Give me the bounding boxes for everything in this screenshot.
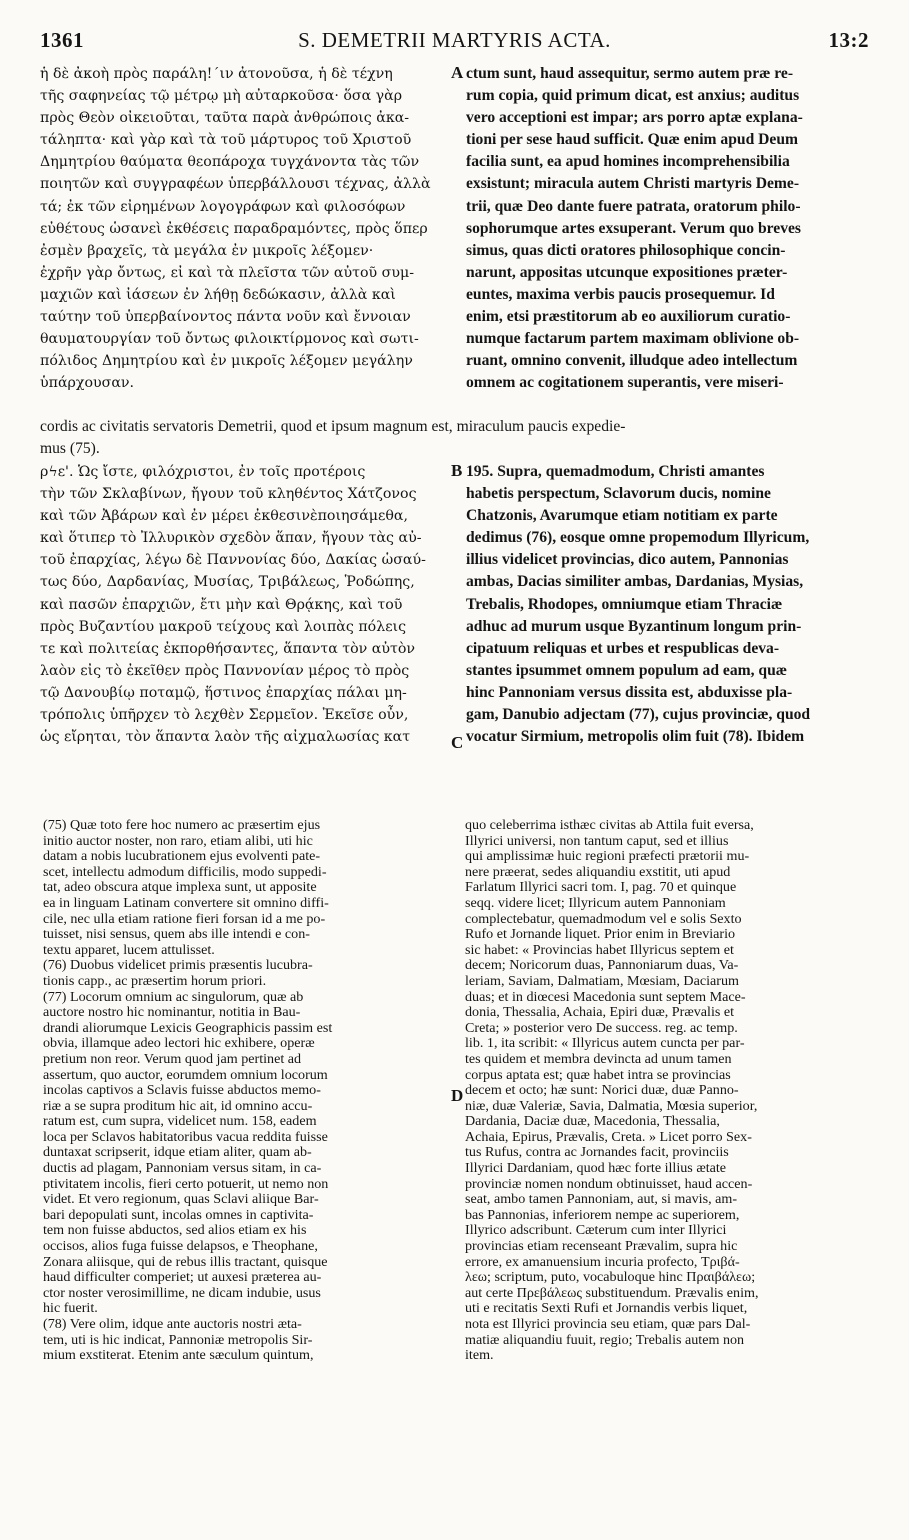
text-line: provinciæ nomen nondum obtinuisset, haud accen- (465, 1176, 753, 1192)
text-line: rum copia, quid primum dicat, est anxius; auditus (466, 87, 800, 105)
margin-marker-b: B (451, 461, 463, 480)
text-line: ταύτην τοῦ ὑπερβαίνοντος πάντα νοῦν καὶ ἔννοιαν (40, 309, 411, 326)
text-line: complectebatur, quemadmodum vel e solis Sexto (465, 911, 742, 927)
text-line: Dardania, Daciæ duæ, Macedonia, Thessalia, (465, 1114, 720, 1130)
text-line: 195. Supra, quemadmodum, Christi amantes (466, 463, 765, 480)
text-line: decem et octo; hæ sunt: Norici duæ, duæ Panno- (465, 1083, 739, 1099)
text-line: omnem ac cogitationem superantis, vere miseri- (466, 374, 784, 392)
text-line: tes quidem et membra devincta ad unum tamen (465, 1051, 732, 1067)
text-line: donia, Thessalia, Achaia, Epiri duæ, Prævalis et (465, 1005, 735, 1021)
text-line: gam, Danubio adjectam (77), cujus provinciæ, quod (466, 706, 811, 724)
text-line: euntes, maxima verbis paucis prosequemur. Id (466, 285, 775, 303)
text-line: incolas captivos a Sclavis fuisse abductos memo- (43, 1083, 321, 1099)
text-line: cipatuum reliquas et urbes et respublicas deva- (466, 639, 780, 657)
text-line: nota est Illyrici provincia seu etiam, quæ pars Dal- (465, 1317, 751, 1332)
text-line: scet, intellectu admodum difficilis, modo suppedi- (43, 864, 327, 880)
text-line: Achaia, Epirus, Prævalis, Creta. » Licet porro Sex- (465, 1129, 752, 1145)
text-line: drandi aliorumque Lexicis Geographicis passim est (43, 1020, 333, 1036)
text-line: mium exstiterat. Etenim ante sæculum quintum, (43, 1348, 314, 1364)
text-line: corpus aptata est; quæ habet intra se provincias (465, 1067, 731, 1083)
text-line: ductis ad plagam, Pannoniam versus sitam, in ca- (43, 1161, 322, 1177)
text-line: (78) Vere olim, idque ante auctoris nostri æta- (43, 1317, 302, 1332)
text-line: (76) Duobus videlicet primis præsentis lucubra- (43, 958, 313, 974)
greek-text-column-top (40, 63, 448, 394)
text-line: (77) Locorum omnium ac singulorum, quæ ab (43, 989, 304, 1005)
text-line: stantes ipsummet omnem populum ad eam, quæ (466, 661, 788, 679)
text-line: τάληπτα· καὶ γὰρ καὶ τὰ τοῦ μάρτυρος τοῦ Χριστοῦ (40, 132, 412, 149)
text-line: (75) Quæ toto fere hoc numero ac præsertim ejus (43, 818, 321, 833)
text-line: θαυματουργίαν τοῦ ὄντως φιλοικτίρμονος καὶ σωτι- (40, 331, 419, 348)
text-line: datam a nobis lucubrationem ejus evolventi pate- (43, 849, 321, 865)
text-line: pretium non reor. Verum quod jam pertinet ad (43, 1051, 302, 1067)
text-line: ea in linguam Latinam convertere sit omnino diffi- (43, 895, 329, 911)
text-line: uti e recitatis Sexti Rufi et Jornandis verbis liquet, (465, 1301, 748, 1317)
text-line: καὶ ὅτιπερ τὸ Ἰλλυρικὸν σχεδὸν ἅπαν, ἤγουν τὰς αὐ- (40, 530, 422, 547)
text-line: τά; ἐκ τῶν εἰρημένων λογογράφων καὶ φιλοσόφων (40, 198, 406, 215)
text-line: duas; et in diœcesi Macedonia sunt septem Mace- (465, 989, 746, 1005)
text-line: ἐσμὲν βραχεῖς, τὰ μεγάλα ἐν μικροῖς λέξομεν· (40, 242, 374, 259)
text-line: item. (465, 1348, 494, 1364)
text-line: tem non fuisse abductos, sed alios etiam ex his (43, 1223, 307, 1239)
text-line: Chatzonis, Avarumque etiam notitiam ex parte (466, 507, 778, 525)
text-line: Illyrico adscribunt. Cæterum cum inter Illyrici (465, 1223, 727, 1239)
margin-marker-c: C (451, 733, 464, 752)
text-line: ρϟε'. Ὡς ἴστε, φιλόχριστοι, ἐν τοῖς προτέροις (40, 464, 366, 480)
full-width-text (40, 416, 872, 460)
text-line: riæ a se supra proditum hic ait, id omnino accu- (43, 1098, 313, 1114)
text-line: textu apparet, lucem attulisset. (43, 942, 215, 958)
text-line: Illyrici Dardaniam, quod hæc forte illius ætate (465, 1161, 727, 1177)
text-line: ὑπάρχουσαν. (40, 375, 135, 392)
text-line: ptivitatem incolis, fieri certo potuerit, ut nemo non (43, 1176, 329, 1192)
text-line: hinc Pannoniam versus dissita est, abduxisse pla- (466, 683, 793, 701)
text-line: πρὸς Θεὸν οἰκειοῦται, ταῦτα παρὰ ἀνθρώποις ἀκα- (40, 110, 410, 127)
text-line: τε καὶ πολιτείας ἐκπορθήσαντες, ἅπαντα τὸν αὐτὸν (40, 640, 416, 657)
text-line: narunt, appositas utcunque expositiones præter- (466, 263, 788, 281)
text-line: habetis perspectum, Sclavorum ducis, nomine (466, 485, 771, 503)
text-line: vocatur Sirmium, metropolis olim fuit (78). Ibidem (466, 728, 805, 746)
text-line: Illyrici universi, non tantum caput, sed et illius (465, 833, 729, 849)
text-line: trii, quæ Deo dante fuere patrata, oratorum philo- (466, 197, 801, 215)
text-line: ctum sunt, haud assequitur, sermo autem præ re- (466, 65, 794, 82)
running-title: S. DEMETRII MARTYRIS ACTA. (298, 28, 611, 52)
text-line: καὶ πασῶν ἐπαρχιῶν, ἔτι μὴν καὶ Θρᾴκης, καὶ τοῦ (40, 596, 403, 613)
text-line: καὶ τῶν Ἀβάρων καὶ ἐν μέρει ἐκθεσινὲποιησάμεθα, (40, 508, 409, 525)
text-line: provincias etiam recenseant Prævalim, supra hic (465, 1239, 738, 1255)
text-line: exsistunt; miracula autem Christi martyris Deme- (466, 175, 800, 193)
text-line: tat, adeo obscura atque implexa sunt, ut apposite (43, 880, 317, 896)
text-line: vero acceptioni est impar; ars porro aptæ explana- (466, 109, 803, 127)
text-line: Δημητρίου θαύματα θεοπάροχα τυγχάνοντα τὰς τῶν (40, 154, 420, 171)
text-line: τοῦ ἐπαρχίας, λέγω δὲ Παννονίας δύο, Δακίας ὡσαύ- (40, 552, 426, 569)
text-line: initio auctor noster, non raro, etiam alibi, uti hic (43, 833, 313, 849)
text-line: assertum, quo auctor, eorumdem omnium locorum (43, 1067, 328, 1083)
text-line: Zonara aliisque, qui de rebus illis tractant, quisque (43, 1254, 328, 1270)
margin-marker-d: D (451, 1086, 464, 1105)
text-line: decem; Noricorum duas, Pannoniarum duas, Va- (465, 958, 739, 974)
text-line: loca per Sclavos habitatoribus vacua reddita fuisse (43, 1129, 328, 1145)
text-line: duntaxat scripserit, idque etiam aliter, quam ab- (43, 1145, 312, 1161)
greek-text-column-mid (40, 461, 448, 748)
text-line: qui amplissimæ huic regioni præfecti prætorii mu- (465, 849, 750, 865)
text-line: errore, ex amanuensium incuria profecto, Τριβά- (465, 1254, 740, 1270)
page-header (40, 28, 869, 58)
text-line: hic fuerit. (43, 1301, 98, 1317)
text-line: adhuc ad murum usque Byzantinum longum prin- (466, 617, 802, 635)
page-number-right: 13:2 (828, 28, 869, 52)
text-line: Creta; » posterior vero De success. reg. ac temp. (465, 1020, 738, 1036)
text-line: mus (75). (40, 440, 100, 457)
text-line: ἐχρῆν γὰρ ὄντως, εἰ καὶ τὰ πλεῖστα τῶν αὐτοῦ συμ- (40, 264, 414, 281)
text-line: matiæ aliquandiu fuuit, regio; Trebalis autem non (465, 1332, 745, 1348)
text-line: niæ, duæ Valeriæ, Savia, Dalmatia, Mœsia superior, (465, 1098, 758, 1114)
text-line: haud difficulter comperiet; ut auxesi præterea au- (43, 1270, 322, 1286)
text-line: tioni per sese haud sufficit. Quæ enim apud Deum (466, 131, 798, 149)
text-line: dedimus (76), eosque omne propemodum Illyricum, (466, 529, 810, 547)
text-line: lib. 1, ita scribit: « Illyricus autem cuncta per par- (465, 1036, 745, 1052)
text-line: sic habet: « Provincias habet Illyricus septem et (465, 942, 734, 958)
text-line: Farlatum Illyrici sacri tom. I, pag. 70 et quinque (465, 880, 737, 896)
text-line: seat, ambo tamen Pannoniam, aut, si mavis, am- (465, 1192, 738, 1208)
text-line: illius videlicet provincias, dico autem, Pannonias (466, 551, 789, 569)
text-line: tem, uti is hic indicat, Pannoniæ metropolis Sir- (43, 1332, 313, 1348)
text-line: ctor noster verosimillime, ne dicam indubie, usus (43, 1285, 321, 1301)
margin-marker-a: A (451, 63, 464, 82)
text-line: ambas, Dacias similiter ambas, Dardanias, Mysias, (466, 573, 804, 591)
text-line: τῆς σαφηνείας τῷ μέτρῳ μὴ αὐταρκοῦσα· ὅσα γὰρ (40, 88, 403, 105)
latin-text-column-top (466, 63, 872, 394)
text-line: bas Pannonias, inferiorem nempe ac superiorem, (465, 1207, 740, 1223)
text-line: nere præerat, sedes aliquandiu exstitit, uti apud (465, 864, 731, 880)
text-line: ruant, omnino convenit, illudque adeo intellectum (466, 352, 798, 370)
text-line: simus, quas dicti oratores philosophique concin- (466, 241, 786, 259)
text-line: τῷ Δανουβίῳ ποταμῷ, ἥστινος ἐπαρχίας πάλαι μη- (40, 684, 407, 701)
text-line: ὡς εἴρηται, τὸν ἅπαντα λαὸν τῆς αἰχμαλωσίας κατ (40, 729, 411, 746)
text-line: ἡ δὲ ἀκοὴ πρὸς παράλη!΄ιν ἀτονοῦσα, ἡ δὲ τέχνη (40, 66, 393, 82)
text-line: videt. Et vero regionum, quas Sclavi aliique Bar- (43, 1192, 319, 1208)
text-line: εὐθέτους ὡσανεὶ ἐκθέσεις παραδραμόντες, πρὸς ὅπερ (40, 220, 428, 237)
text-line: πόλιδος Δημητρίου καὶ ἐν μικροῖς λέξομεν μεγάλην (40, 353, 413, 370)
latin-text-column-mid (466, 461, 872, 748)
text-line: sophorumque artes exsuperant. Verum quo breves (466, 219, 801, 237)
text-line: Trebalis, Rhodopes, omniumque etiam Thraciæ (466, 595, 783, 613)
text-line: tus Rufus, contra ac Jornandes facit, provinciis (465, 1145, 729, 1161)
text-line: τως δύο, Δαρδανίας, Μυσίας, Τριβάλεως, Ῥοδώπης, (40, 574, 415, 591)
text-line: tionis capp., ac præsertim horum priori. (43, 973, 267, 989)
text-line: tuisset, nisi sensus, quem abs ille intendi e con- (43, 927, 310, 943)
text-line: enim, etsi præstitorum ab eo auxiliorum curatio- (466, 308, 791, 326)
text-line: λαὸν εἰς τὸ ἐκεῖθεν πρὸς Παννονίαν μέρος τὸ πρὸς (40, 662, 410, 679)
text-line: λεω; scriptum, puto, vocabuloque hinc Πραιβάλεω; (465, 1270, 756, 1286)
text-line: Rufo et Jornande liquet. Prior enim in Breviario (465, 927, 736, 943)
text-line: auctore nostro hic nominantur, notitia in Bau- (43, 1005, 301, 1021)
text-line: πρὸς Βυζαντίου μακροῦ τείχους καὶ λοιπὰς πόλεις (40, 618, 407, 635)
page-number-left: 1361 (40, 28, 84, 52)
text-line: bari depopulati sunt, incolas omnes in captivita- (43, 1207, 314, 1223)
text-line: leriam, Saviam, Dalmatiam, Mœsiam, Daciarum (465, 973, 739, 989)
text-line: μαχιῶν καὶ ἰάσεων ἐν λήθῃ δεδώκασιν, ἀλλὰ καὶ (40, 286, 396, 303)
text-line: ratum est, cum supra, videlicet num. 158, eadem (43, 1114, 317, 1130)
text-line: facilia sunt, ea apud homines incomprehensibilia (466, 153, 790, 171)
text-line: aut certe Πρεβάλεως substituendum. Prævalis enim, (465, 1285, 759, 1301)
text-line: occisos, alios fuga fuisse delapsos, e Theophane, (43, 1239, 318, 1255)
text-line: quo celeberrima isthæc civitas ab Attila fuit eversa, (465, 818, 754, 833)
footnotes-left-column (43, 818, 447, 1364)
text-line: cordis ac civitatis servatoris Demetrii, quod et ipsum magnum est, miraculum paucis expedie- (40, 418, 626, 435)
text-line: ποιητῶν καὶ συγγραφέων ὑπερβάλλουσι τέχνας, ἀλλὰ (40, 176, 431, 193)
text-line: obvia, illamque adeo lectori hic exhibere, operæ (43, 1036, 315, 1052)
text-line: cile, nec ulla etiam ratione fieri forsan id a me po- (43, 911, 326, 927)
text-line: τὴν τῶν Σκλαβίνων, ἤγουν τοῦ κληθέντος Χάτζονος (40, 486, 417, 503)
text-line: numque factarum partem maximam oblivione ob- (466, 330, 800, 348)
footnotes-right-column (465, 818, 873, 1364)
text-line: seqq. videre licet; Illyricum autem Pannoniam (465, 895, 726, 911)
text-line: τρόπολις ὑπῆρχεν τὸ λεχθὲν Σερμεῖον. Ἐκεῖσε οὖν, (40, 707, 409, 724)
